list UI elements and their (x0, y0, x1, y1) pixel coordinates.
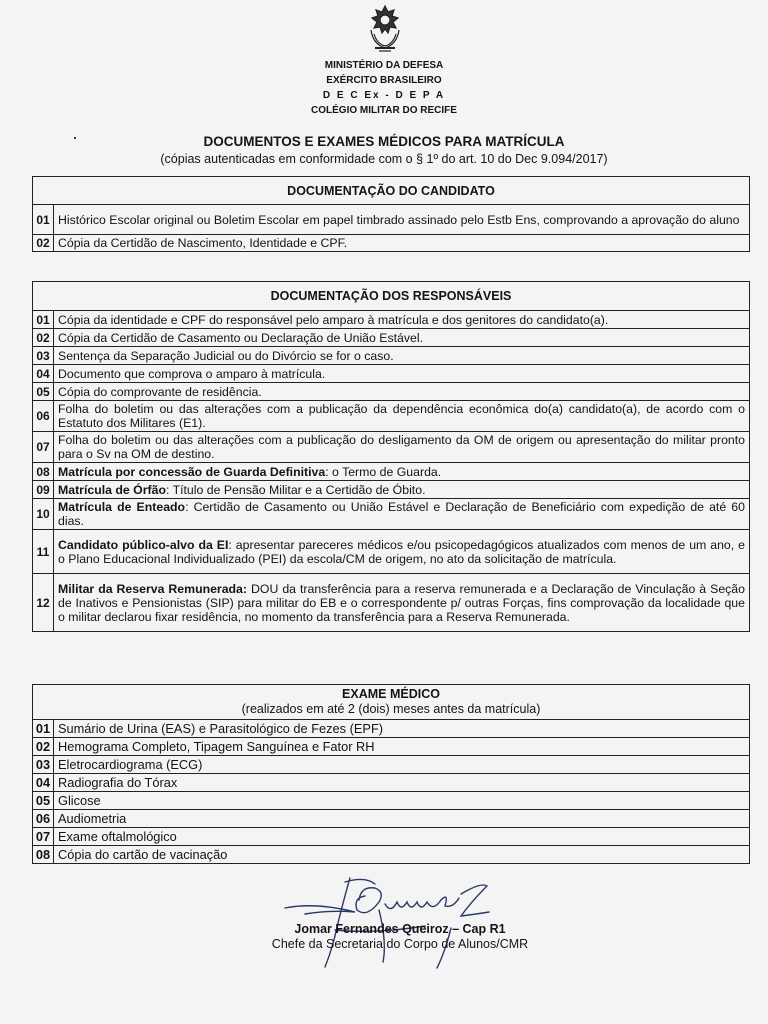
item-number: 08 (33, 463, 54, 481)
org-ministry: MINISTÉRIO DA DEFESA (324, 60, 444, 71)
table-row (33, 530, 750, 574)
item-text: Eletrocardiograma (ECG) (54, 756, 750, 774)
item-number: 05 (33, 792, 54, 810)
signer-role: Chefe da Secretaria do Corpo de Alunos/CMR (271, 937, 529, 951)
responsibles-documents-table (32, 281, 750, 632)
table-row (33, 774, 750, 792)
item-text (54, 401, 750, 432)
item-text: Hemograma Completo, Tipagem Sanguínea e Fator RH (54, 738, 750, 756)
item-rest: Cópia da identidade e CPF do responsável pelo amparo à matrícula e dos genitores do candidato(a). (58, 312, 609, 327)
item-text: Cópia do cartão de vacinação (54, 846, 750, 864)
candidate-documents-table (32, 176, 750, 252)
table-row (33, 499, 750, 530)
item-number: 02 (33, 235, 54, 252)
item-rest: : o Termo de Guarda. (325, 464, 442, 479)
table-row (33, 205, 750, 235)
item-text (54, 574, 750, 632)
item-text (54, 530, 750, 574)
item-text: Histórico Escolar original ou Boletim Escolar em papel timbrado assinado pelo Estb Ens, comprovando a aprovação do aluno (54, 205, 750, 235)
signer-name: Jomar Fernandes Queiroz – Cap R1 (294, 922, 506, 936)
item-number: 04 (33, 365, 54, 383)
table-row (33, 828, 750, 846)
table-row (33, 738, 750, 756)
medical-exams-table (32, 684, 750, 864)
table-row (33, 481, 750, 499)
table-row (33, 463, 750, 481)
table-row (33, 235, 750, 252)
item-number: 02 (33, 329, 54, 347)
item-rest: Folha do boletim ou das alterações com a publicação da dependência econômica do(a) candidato(a), de acordo com o Estatuto dos Militares (E1). (58, 402, 745, 430)
item-text: Cópia da Certidão de Nascimento, Identidade e CPF. (54, 235, 750, 252)
item-text: Sumário de Urina (EAS) e Parasitológico de Fezes (EPF) (54, 720, 750, 738)
item-text (54, 481, 750, 499)
item-number: 03 (33, 347, 54, 365)
coat-of-arms-icon (367, 4, 403, 54)
item-text (54, 463, 750, 481)
item-text (54, 432, 750, 463)
item-number: 04 (33, 774, 54, 792)
item-number: 11 (33, 530, 54, 574)
item-rest: Cópia da Certidão de Casamento ou Declaração de União Estável. (58, 330, 424, 345)
item-number: 08 (33, 846, 54, 864)
item-rest: Sentença da Separação Judicial ou do Divórcio se for o caso. (58, 348, 394, 363)
item-text (54, 329, 750, 347)
item-rest: : apresentar pareceres médicos e/ou psicopedagógicos atualizados com menos de um ano, e o Plano Educacional Individualizado (PEI) da escola/CM de origem, no ato da solicitação de matrícula. (58, 537, 745, 566)
table-row (33, 846, 750, 864)
table-row (33, 401, 750, 432)
table-row (33, 383, 750, 401)
item-text (54, 365, 750, 383)
table-row (33, 329, 750, 347)
item-rest: Documento que comprova o amparo à matrícula. (58, 366, 326, 381)
table-row (33, 311, 750, 329)
item-text: Radiografia do Tórax (54, 774, 750, 792)
table-row (33, 720, 750, 738)
item-rest: : Título de Pensão Militar e a Certidão de Óbito. (165, 482, 426, 497)
item-number: 09 (33, 481, 54, 499)
item-number: 02 (33, 738, 54, 756)
item-rest: Cópia do comprovante de residência. (58, 384, 262, 399)
table-row (33, 365, 750, 383)
item-number: 01 (33, 311, 54, 329)
item-number: 01 (33, 720, 54, 738)
item-number: 06 (33, 401, 54, 432)
page-subtitle: (cópias autenticadas em conformidade com o § 1º do art. 10 do Dec 9.094/2017) (160, 152, 608, 166)
item-number: 05 (33, 383, 54, 401)
item-rest: Folha do boletim ou das alterações com a publicação do desligamento da OM de origem ou apresentação do militar pronto para o Sv na OM de destino. (58, 433, 745, 461)
item-number: 10 (33, 499, 54, 530)
item-text (54, 311, 750, 329)
org-department: D E C Ex - D E P A (322, 90, 446, 101)
item-bold: Militar da Reserva Remunerada: (58, 581, 247, 596)
org-army: EXÉRCITO BRASILEIRO (326, 75, 442, 86)
item-number: 01 (33, 205, 54, 235)
item-rest: DOU da transferência para a reserva remunerada e a Declaração de Vinculação à Seção de Inativos e Pensionistas (SIP) para militar do EB e o correspondente p/ outras Forças, fins comprovação da localidade que o militar declarou fixar residência, no momento da transferência para a Reserva Remunerada. (58, 581, 745, 624)
responsibles-heading: DOCUMENTAÇÃO DOS RESPONSÁVEIS (33, 282, 750, 311)
org-school: COLÉGIO MILITAR DO RECIFE (311, 105, 457, 116)
table-row (33, 432, 750, 463)
item-number: 06 (33, 810, 54, 828)
page-title: DOCUMENTOS E EXAMES MÉDICOS PARA MATRÍCULA (203, 134, 565, 149)
table-row (33, 347, 750, 365)
item-bold: Matrícula de Órfão (58, 482, 166, 497)
item-text: Glicose (54, 792, 750, 810)
exam-heading (33, 685, 750, 720)
item-bold: Matrícula por concessão de Guarda Definitiva (58, 464, 326, 479)
item-text (54, 499, 750, 530)
item-rest: : Certidão de Casamento ou União Estável e Declaração de Beneficiário com expedição de até 60 dias. (58, 500, 745, 528)
table-row (33, 792, 750, 810)
table-row (33, 810, 750, 828)
item-text: Audiometria (54, 810, 750, 828)
table-row (33, 574, 750, 632)
item-number: 07 (33, 432, 54, 463)
item-text (54, 347, 750, 365)
exam-title: EXAME MÉDICO (342, 687, 440, 701)
item-text (54, 383, 750, 401)
item-number: 07 (33, 828, 54, 846)
item-bold: Matrícula de Enteado (58, 500, 186, 514)
candidate-heading: DOCUMENTAÇÃO DO CANDIDATO (33, 177, 750, 205)
item-text: Exame oftalmológico (54, 828, 750, 846)
exam-subtitle: (realizados em até 2 (dois) meses antes da matrícula) (241, 702, 541, 716)
item-bold: Candidato público-alvo da EI (58, 537, 229, 552)
table-row (33, 756, 750, 774)
item-number: 12 (33, 574, 54, 632)
item-number: 03 (33, 756, 54, 774)
